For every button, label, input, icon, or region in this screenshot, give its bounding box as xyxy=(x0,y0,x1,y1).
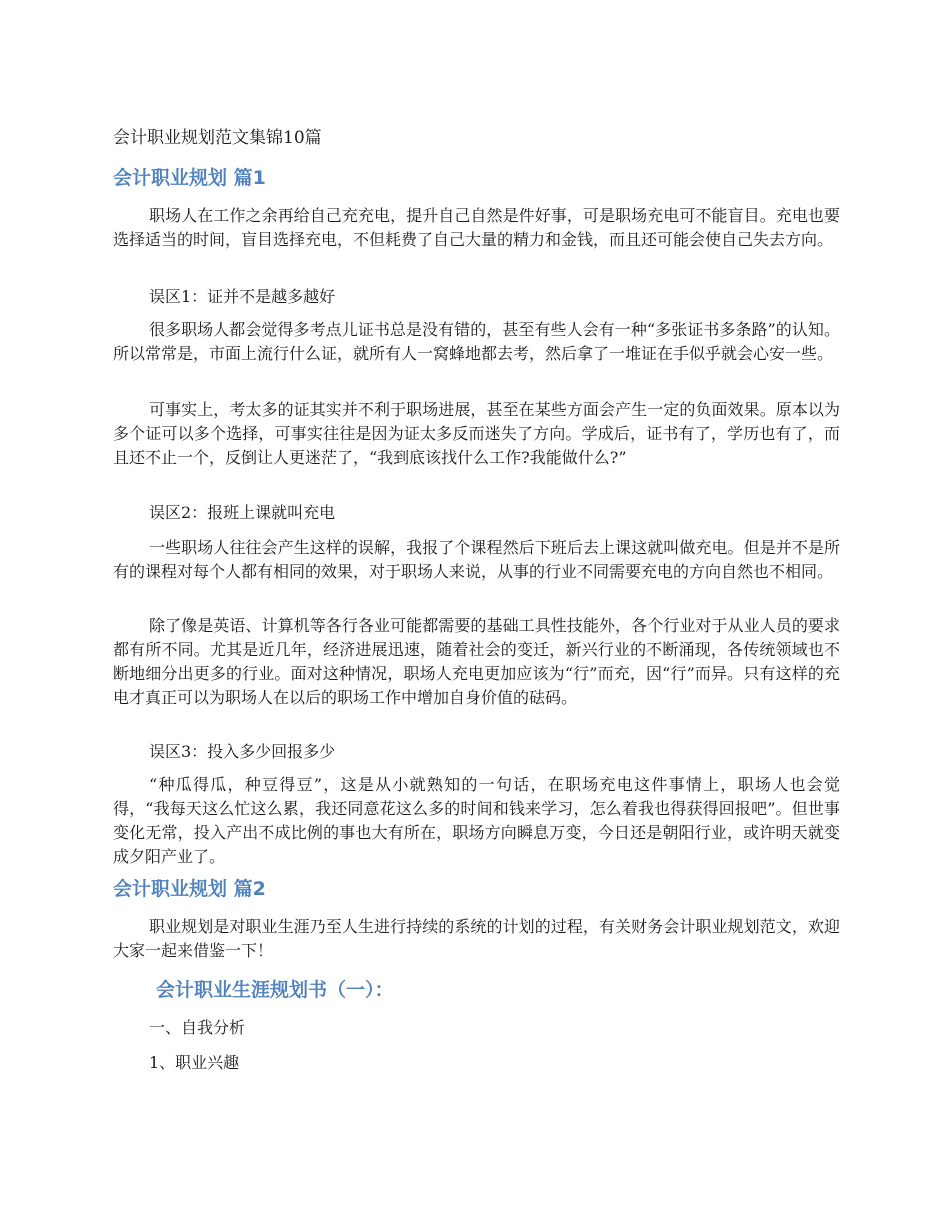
paragraph: 除了像是英语、计算机等各行各业可能都需要的基础工具性技能外，各个行业对于从业人员的要求都有所不同。尤其是近几年，经济进展迅速，随着社会的变迁，新兴行业的不断涌现，各传统领域也不断地细分出更多的行业。面对这种情况，职场人充电更加应该为“行”而充，因“行”而异。只有这样的充电才真正可以为职场人在以后的职场工作中增加自身价值的砝码。 xyxy=(113,616,840,707)
paragraph: “种瓜得瓜，种豆得豆”，这是从小就熟知的一句话，在职场充电这件事情上，职场人也会觉得，“我每天这么忙这么累，我还同意花这么多的时间和钱来学习，怎么着我也得获得回报吧”。但世事变化无常，投入产出不成比例的事也大有所在，职场方向瞬息万变，今日还是朝阳行业，或许明天就变成夕阳产业了。 xyxy=(113,775,840,866)
paragraph: 可事实上，考太多的证其实并不利于职场进展，甚至在某些方面会产生一定的负面效果。原本以为多个证可以多个选择，可事实往往是因为证太多反而迷失了方向。学成后，证书有了，学历也有了，而且还不止一个，反倒让人更迷茫了，“我到底该找什么工作?我能做什么?” xyxy=(113,400,840,467)
misconception-heading-1: 误区1：证并不是越多越好 xyxy=(149,287,336,306)
paragraph: 职场人在工作之余再给自己充充电，提升自己自然是件好事，可是职场充电可不能盲目。充电也要选择适当的时间，盲目选择充电，不但耗费了自己大量的精力和金钱，而且还可能会使自己失去方向。 xyxy=(113,206,840,249)
paragraph: 职业规划是对职业生涯乃至人生进行持续的系统的计划的过程，有关财务会计职业规划范文，欢迎大家一起来借鉴一下！ xyxy=(113,917,840,960)
outline-item: 1、职业兴趣 xyxy=(149,1053,240,1072)
misconception-heading-2: 误区2：报班上课就叫充电 xyxy=(149,503,336,522)
paragraph: 很多职场人都会觉得多考点儿证书总是没有错的，甚至有些人会有一种“多张证书多条路”的认知。所以常常是，市面上流行什么证，就所有人一窝蜂地都去考，然后拿了一堆证在手似乎就会心安一些。 xyxy=(113,320,840,363)
section-heading-1: 会计职业规划 篇1 xyxy=(113,167,266,189)
subsection-heading: 会计职业生涯规划书（一）： xyxy=(156,979,394,1001)
paragraph: 一些职场人往往会产生这样的误解，我报了个课程然后下班后去上课这就叫做充电。但是并不是所有的课程对每个人都有相同的效果，对于职场人来说，从事的行业不同需要充电的方向自然也不相同。 xyxy=(113,538,840,581)
outline-item: 一、自我分析 xyxy=(149,1018,246,1037)
section-heading-2: 会计职业规划 篇2 xyxy=(113,878,266,900)
misconception-heading-3: 误区3：投入多少回报多少 xyxy=(149,742,336,761)
document-title: 会计职业规划范文集锦10篇 xyxy=(113,128,322,148)
